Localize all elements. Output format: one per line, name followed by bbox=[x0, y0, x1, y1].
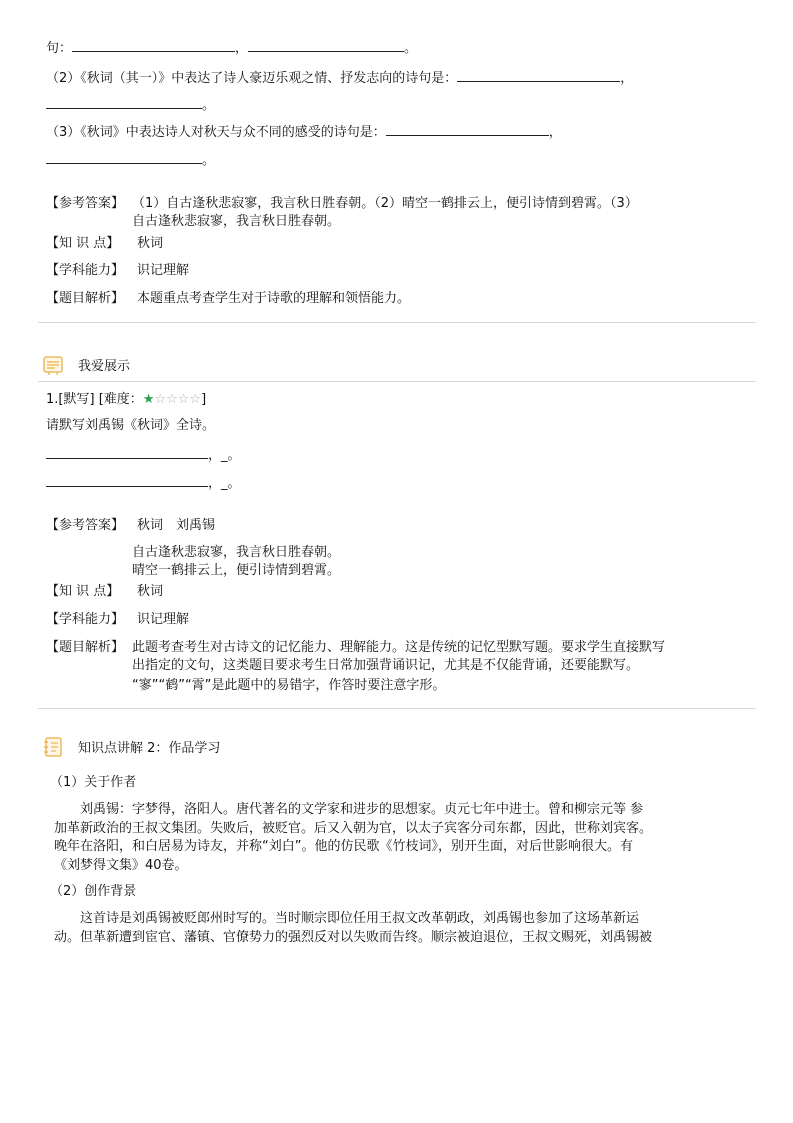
ability-value: 识记理解 bbox=[137, 612, 190, 627]
divider bbox=[38, 322, 756, 323]
section-title: 我爱展示 bbox=[78, 359, 131, 374]
section-title: 知识点讲解 2：作品学习 bbox=[78, 741, 221, 756]
knowledge-point-value: 秋词 bbox=[137, 584, 164, 599]
dictation-line: ，_。 bbox=[46, 446, 241, 465]
ref-answer-text: （1）自古逢秋悲寂寥，我言秋日胜春朝。（2）晴空一鹤排云上，便引诗情到碧霄。（3） bbox=[132, 196, 638, 211]
ref-answer-text: 自古逢秋悲寂寥，我言秋日胜春朝。 bbox=[132, 545, 341, 560]
question-prompt: 请默写刘禹锡《秋词》全诗。 bbox=[46, 418, 216, 433]
ability-value: 识记理解 bbox=[137, 263, 190, 278]
question-header: 1.[默写] [难度：★☆☆☆☆] bbox=[46, 392, 207, 407]
ref-answer-label: 【参考答案】 bbox=[46, 196, 125, 211]
question-number: 1. bbox=[46, 392, 59, 407]
answer-blank[interactable] bbox=[248, 39, 404, 52]
answer-blank[interactable] bbox=[457, 69, 620, 82]
ref-answer-text: 自古逢秋悲寂寥，我言秋日胜春朝。 bbox=[132, 214, 341, 229]
ref-answer-label: 【参考答案】 bbox=[46, 518, 125, 533]
q3-line-2: 。 bbox=[46, 151, 215, 170]
paragraph-line: 《刘梦得文集》40卷。 bbox=[54, 858, 188, 873]
analysis-label: 【题目解析】 bbox=[46, 291, 125, 306]
answer-blank[interactable] bbox=[46, 446, 208, 459]
paragraph-line: 刘禹锡：字梦得，洛阳人。唐代著名的文学家和进步的思想家。贞元七年中进士。曾和柳宗元等 参 bbox=[80, 802, 644, 817]
subheading-background: （2）创作背景 bbox=[50, 884, 137, 899]
difficulty-label: [难度： bbox=[98, 392, 143, 407]
q2-line: （2）《秋词（其一）》中表达了诗人豪迈乐观之情、抒发志向的诗句是： ， bbox=[46, 71, 634, 86]
analysis-text: “寥”“鹤”“霄”是此题中的易错字，作答时要注意字形。 bbox=[132, 678, 446, 693]
analysis-text: 此题考查考生对古诗文的记忆能力、理解能力。这是传统的记忆型默写题。要求学生直接默写 bbox=[132, 640, 666, 655]
showcase-icon bbox=[42, 354, 64, 376]
q2-text: （2）《秋词（其一）》中表达了诗人豪迈乐观之情、抒发志向的诗句是： bbox=[46, 71, 458, 86]
answer-blank[interactable] bbox=[46, 96, 202, 109]
ref-answer-text: 秋词 刘禹锡 bbox=[137, 518, 216, 533]
q1-continuation: 句： ， 。 bbox=[46, 41, 418, 56]
star-empty-icon: ☆☆☆☆ bbox=[154, 392, 202, 407]
q3-text: （3）《秋词》中表达诗人对秋天与众不同的感受的诗句是： bbox=[46, 125, 386, 140]
paragraph-line: 加革新政治的王叔文集团。失败后，被贬官。后又入朝为官，以太子宾客分司东都，因此，世称刘宾客。 bbox=[54, 821, 653, 836]
q3-line: （3）《秋词》中表达诗人对秋天与众不同的感受的诗句是： ， bbox=[46, 125, 562, 140]
ability-label: 【学科能力】 bbox=[46, 263, 125, 278]
dictation-line: ，_。 bbox=[46, 474, 241, 493]
ability-label: 【学科能力】 bbox=[46, 612, 125, 627]
knowledge-point-value: 秋词 bbox=[137, 236, 164, 251]
knowledge-point-label: 【知 识 点】 bbox=[46, 236, 120, 251]
subheading-about-author: （1）关于作者 bbox=[50, 775, 137, 790]
star-filled-icon: ★ bbox=[142, 392, 155, 407]
paragraph-line: 晚年在洛阳，和白居易为诗友，并称“刘白”。他的仿民歌《竹枝词》，别开生面，对后世影响很大。有 bbox=[54, 839, 633, 854]
answer-blank[interactable] bbox=[46, 474, 208, 487]
q2-line-2: 。 bbox=[46, 96, 215, 115]
paragraph-line: 动。但革新遭到宦官、藩镇、官僚势力的强烈反对以失败而告终。顺宗被迫退位，王叔文赐死，刘禹锡被 bbox=[54, 930, 653, 945]
q1-prefix: 句： bbox=[46, 41, 73, 56]
notebook-icon bbox=[42, 736, 64, 758]
answer-blank[interactable] bbox=[72, 39, 235, 52]
analysis-text: 本题重点考查学生对于诗歌的理解和领悟能力。 bbox=[137, 291, 411, 306]
question-type: [默写] bbox=[58, 392, 95, 407]
divider bbox=[38, 708, 756, 709]
analysis-text: 出指定的文句，这类题目要求考生日常加强背诵识记，尤其是不仅能背诵，还要能默写。 bbox=[132, 658, 640, 673]
analysis-label: 【题目解析】 bbox=[46, 640, 125, 655]
paragraph-line: 这首诗是刘禹锡被贬郎州时写的。当时顺宗即位任用王叔文改革朝政，刘禹锡也参加了这场革新运 bbox=[80, 911, 640, 926]
answer-blank[interactable] bbox=[386, 123, 549, 136]
ref-answer-text: 晴空一鹤排云上，便引诗情到碧霄。 bbox=[132, 563, 341, 578]
knowledge-point-label: 【知 识 点】 bbox=[46, 584, 120, 599]
divider bbox=[38, 381, 756, 382]
answer-blank[interactable] bbox=[46, 151, 202, 164]
